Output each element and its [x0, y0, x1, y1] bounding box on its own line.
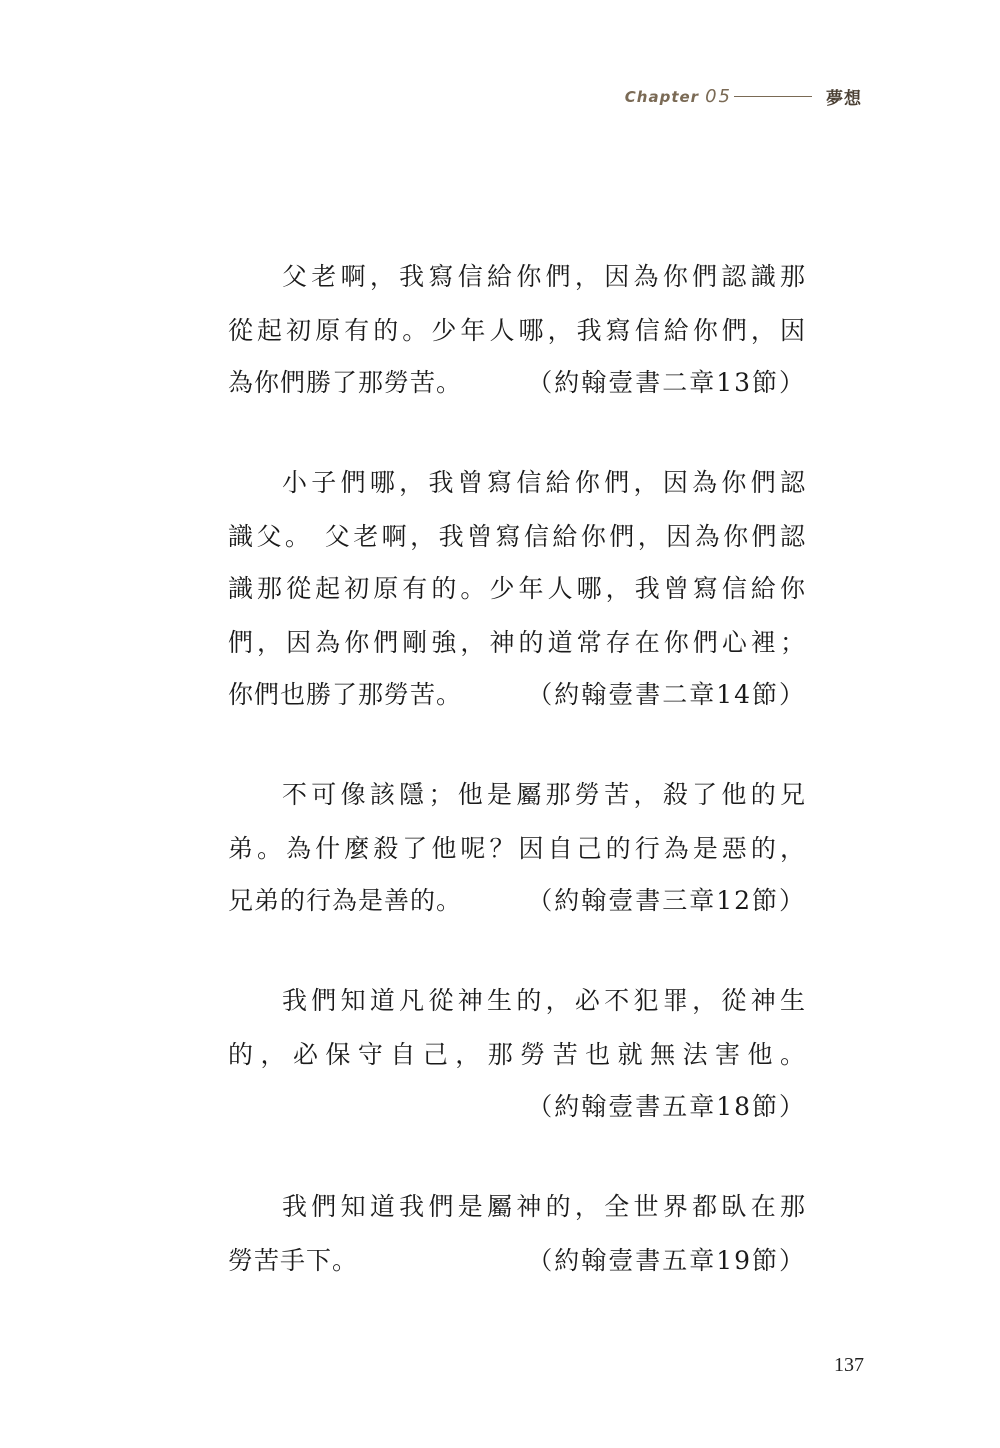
- paragraph-4-line-2: 的，必保守自己，那勞苦也就無法害他。: [228, 1040, 806, 1069]
- chapter-title: 夢想: [826, 89, 862, 109]
- paragraph-2-line-5: [228, 678, 806, 714]
- paragraph-1-reference: （約翰壹書二章13節）: [527, 368, 806, 397]
- paragraph-4-reference: （約翰壹書五章18節）: [527, 1092, 806, 1121]
- paragraph-2-line-4: 們，因為你們剛強，神的道常存在你們心裡；: [228, 628, 806, 657]
- paragraph-3-line-2: 弟。為什麼殺了他呢？因自己的行為是惡的，: [228, 834, 806, 863]
- paragraph-2-line-2: 識父。 父老啊，我曾寫信給你們，因為你們認: [228, 522, 806, 551]
- paragraph-2-line-1: 小子們哪，我曾寫信給你們，因為你們認: [282, 468, 806, 497]
- paragraph-3-reference: （約翰壹書三章12節）: [527, 886, 806, 915]
- chapter-number: 05: [705, 86, 732, 107]
- paragraph-5-line-2: [228, 1244, 806, 1280]
- header-rule: [734, 96, 812, 97]
- paragraph-1-line-2: 從起初原有的。少年人哪，我寫信給你們，因: [228, 316, 806, 345]
- paragraph-2-line-3: 識那從起初原有的。少年人哪，我曾寫信給你: [228, 574, 806, 603]
- paragraph-1-line-1: 父老啊，我寫信給你們，因為你們認識那: [282, 262, 806, 291]
- paragraph-1-line-3: [228, 366, 806, 402]
- paragraph-2-reference: （約翰壹書二章14節）: [527, 680, 806, 709]
- paragraph-3-line-1: 不可像該隱；他是屬那勞苦，殺了他的兄: [282, 780, 806, 809]
- page-number: 137: [834, 1354, 864, 1376]
- paragraph-5-last-text: 勞苦手下。: [228, 1246, 359, 1275]
- paragraph-3-last-text: 兄弟的行為是善的。: [228, 886, 463, 915]
- paragraph-5-line-1: 我們知道我們是屬神的，全世界都臥在那: [282, 1192, 806, 1221]
- running-header: [625, 84, 862, 109]
- paragraph-5-reference: （約翰壹書五章19節）: [527, 1246, 806, 1275]
- paragraph-1-last-text: 為你們勝了那勞苦。: [228, 368, 463, 397]
- paragraph-4-line-1: 我們知道凡從神生的，必不犯罪，從神生: [282, 986, 806, 1015]
- chapter-label: Chapter: [624, 87, 700, 106]
- paragraph-4-line-3: [228, 1090, 806, 1126]
- paragraph-2-last-text: 你們也勝了那勞苦。: [228, 680, 463, 709]
- paragraph-3-line-3: [228, 884, 806, 920]
